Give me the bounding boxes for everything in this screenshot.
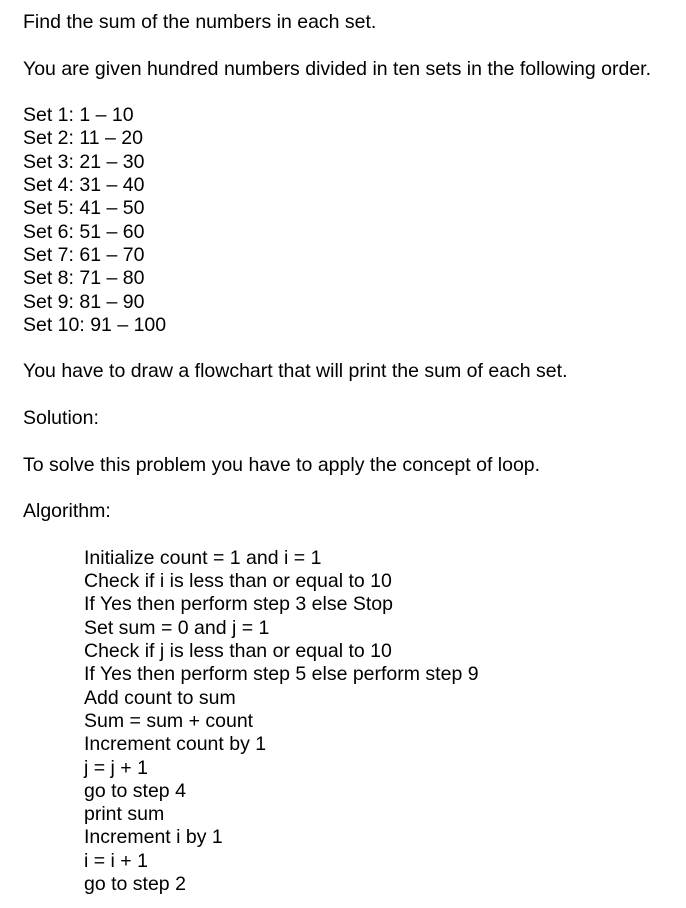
algorithm-heading: Algorithm:	[23, 500, 111, 523]
solution-text: To solve this problem you have to apply the concept of loop.	[23, 453, 541, 476]
set-item: Set 7: 61 – 70	[23, 243, 145, 266]
algorithm-step: Increment count by 1	[84, 733, 267, 756]
set-item: Set 1: 1 – 10	[23, 104, 134, 127]
task-statement: Find the sum of the numbers in each set.	[23, 11, 377, 33]
algorithm-step: go to step 4	[84, 779, 186, 802]
algorithm-step: Increment i by 1	[84, 826, 223, 849]
set-item: Set 10: 91 – 100	[23, 313, 167, 336]
set-item: Set 5: 41 – 50	[23, 197, 145, 220]
algorithm-step: Check if i is less than or equal to 10	[84, 570, 392, 593]
algorithm-step: Check if j is less than or equal to 10	[84, 640, 392, 663]
algorithm-step: i = i + 1	[84, 849, 148, 872]
algorithm-step: If Yes then perform step 5 else perform step 9	[84, 663, 479, 686]
algorithm-step: print sum	[84, 803, 165, 826]
algorithm-step: go to step 2	[84, 872, 186, 895]
solution-heading: Solution:	[23, 407, 99, 430]
algorithm-step: Add count to sum	[84, 686, 236, 709]
algorithm-steps	[23, 547, 683, 896]
set-item: Set 2: 11 – 20	[23, 127, 143, 150]
document-body	[23, 11, 683, 896]
set-item: Set 8: 71 – 80	[23, 267, 145, 290]
algorithm-step: If Yes then perform step 3 else Stop	[84, 593, 393, 616]
spacer	[23, 524, 683, 547]
given-statement: You are given hundred numbers divided in ten sets in the following order.	[23, 57, 652, 80]
spacer	[23, 337, 683, 360]
set-item: Set 4: 31 – 40	[23, 174, 145, 197]
spacer	[23, 384, 683, 407]
algorithm-step: j = j + 1	[84, 756, 148, 779]
sets-list	[23, 104, 683, 337]
spacer	[23, 34, 683, 57]
set-item: Set 3: 21 – 30	[23, 150, 145, 173]
set-item: Set 6: 51 – 60	[23, 220, 145, 243]
set-item: Set 9: 81 – 90	[23, 290, 145, 313]
algorithm-step: Set sum = 0 and j = 1	[84, 616, 270, 639]
algorithm-step: Sum = sum + count	[84, 709, 254, 732]
spacer	[23, 81, 683, 104]
instruction-text: You have to draw a flowchart that will print the sum of each set.	[23, 360, 568, 383]
spacer	[23, 477, 683, 500]
algorithm-step: Initialize count = 1 and i = 1	[84, 546, 322, 569]
spacer	[23, 430, 683, 453]
